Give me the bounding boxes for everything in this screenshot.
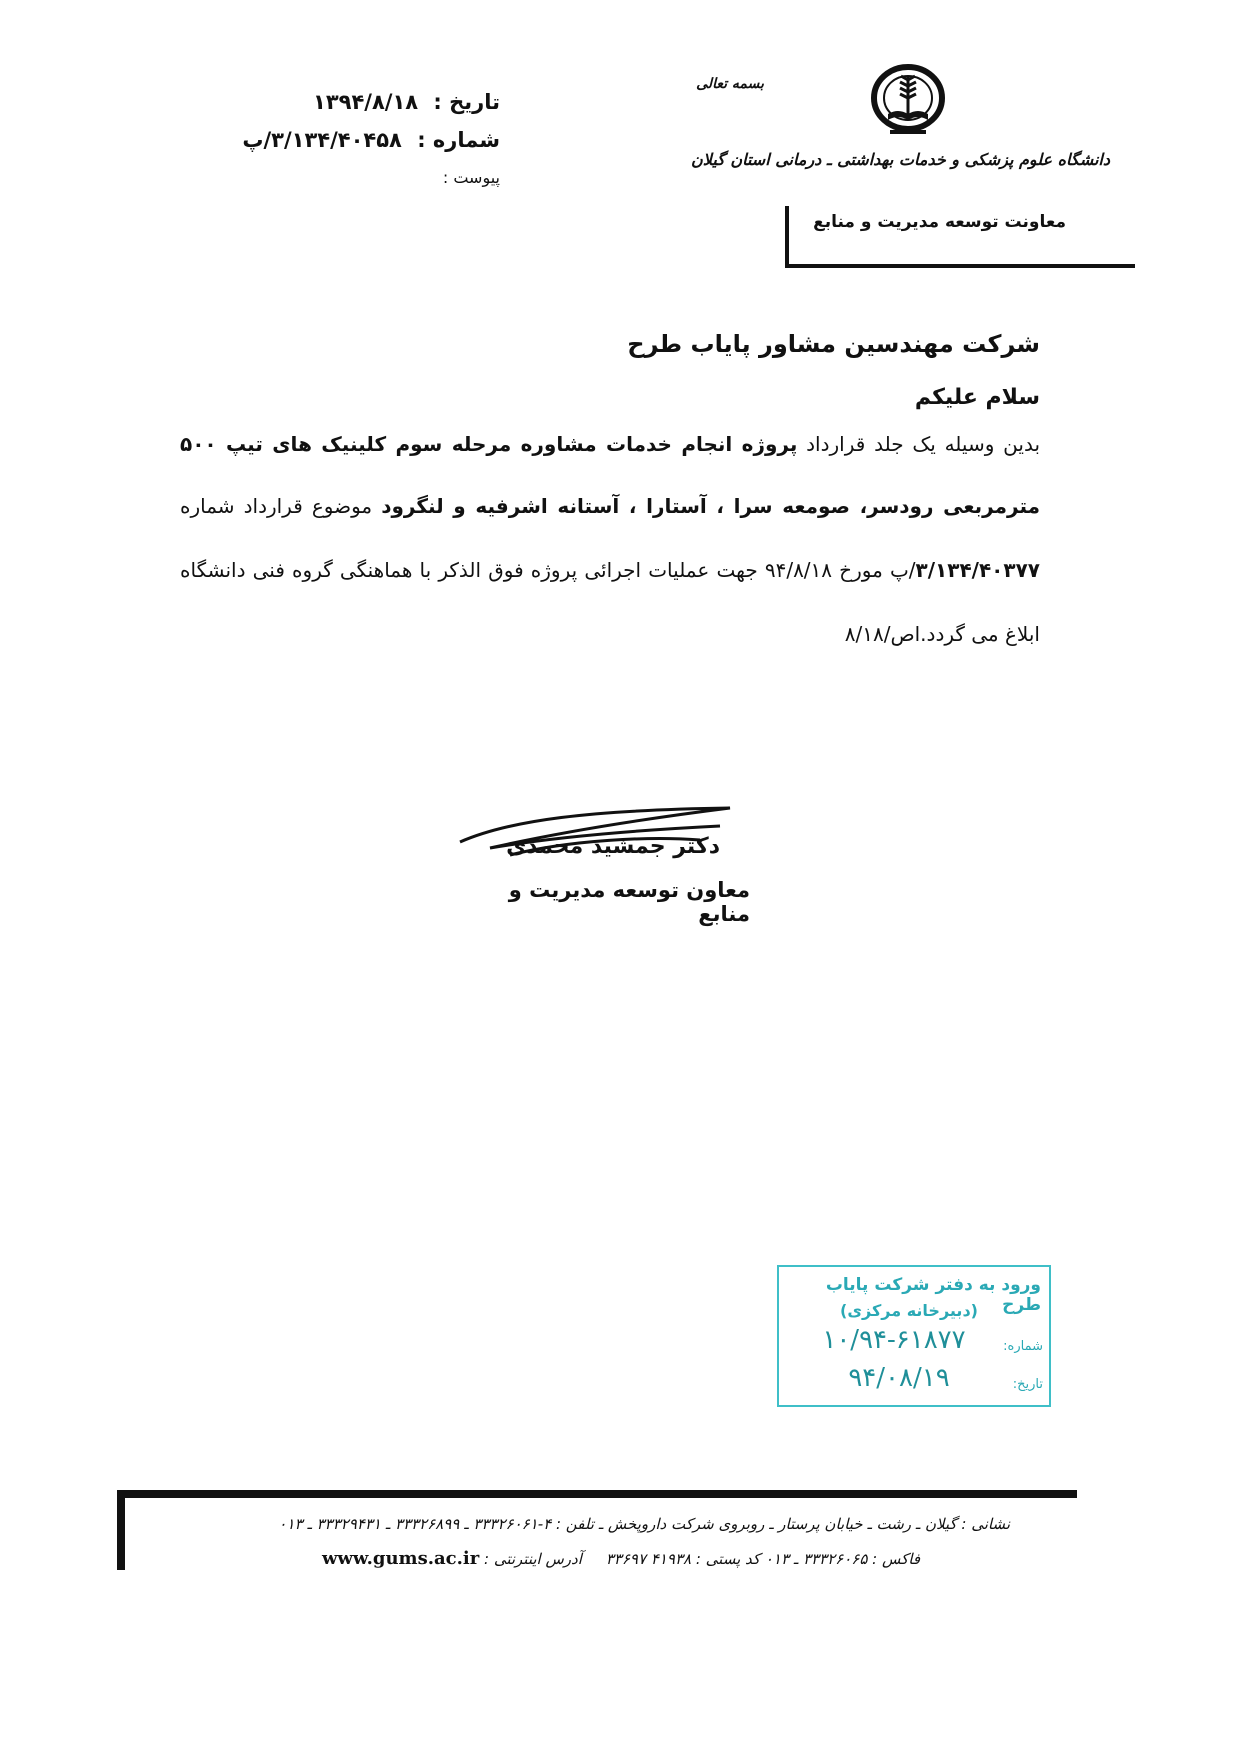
paragraph-line-1-b: پروژه انجام خدمات مشاوره مرحله سوم کلینیک های تیپ ۵۰۰ [180, 432, 798, 456]
paragraph-line-1-a: بدین وسیله یک جلد قرارداد [806, 432, 1041, 456]
footer-top-rule [117, 1490, 1077, 1498]
paragraph-line-3-b: /پ مورخ ۹۴/۸/۱۸ جهت عملیات اجرائی پروژه فوق الذکر با هماهنگی گروه فنی دانشگاه [180, 558, 916, 582]
paragraph-line-1 [180, 432, 1040, 456]
footer-left-rule [117, 1490, 125, 1570]
paragraph-line-2 [180, 494, 1040, 518]
footer-website-link[interactable]: www.gums.ac.ir [321, 1548, 480, 1569]
paragraph-line-2-b: موضوع قرارداد شماره [180, 494, 373, 518]
number-line [200, 128, 500, 152]
footer-fax-postal: فاکس : ۳۳۳۲۶۰۶۵ ـ ۰۱۳ کد پستی : ۴۱۹۳۸ ۳۳۶۹۷ [605, 1550, 920, 1568]
paragraph-line-3 [180, 558, 1040, 582]
signer-title: معاون توسعه مدیریت و منابع [508, 878, 750, 926]
footer-contact-line [190, 1548, 920, 1569]
wheat-book-emblem-icon [868, 62, 948, 142]
date-value: ۱۳۹۴/۸/۱۸ [313, 90, 419, 114]
paragraph-line-3-a: ۳/۱۳۴/۴۰۳۷۷ [915, 558, 1040, 582]
recipient: شرکت مهندسین مشاور پایاب طرح [627, 330, 1040, 358]
university-logo [868, 62, 948, 142]
university-name: دانشگاه علوم پزشکی و خدمات بهداشتی ـ درمانی استان گیلان [691, 150, 1110, 169]
department-name: معاونت توسعه مدیریت و منابع [813, 212, 1066, 232]
signer-name: دکتر جمشید محمدی [506, 834, 720, 859]
received-stamp [777, 1265, 1051, 1407]
stamp-date-label: تاریخ: [1012, 1377, 1043, 1392]
attachment-line [200, 168, 500, 187]
number-label: شماره : [417, 128, 500, 152]
paragraph-line-2-a: مترمربعی رودسر، صومعه سرا ، آستارا ، آستانه اشرفیه و لنگرود [381, 494, 1040, 518]
stamp-number-value: ۱۰/۹۴-۶۱۸۷۷ [822, 1325, 966, 1355]
paragraph-line-4-text: ابلاغ می گردد.اص/۸/۱۸ [844, 622, 1040, 646]
date-line [200, 90, 500, 114]
paragraph-line-4 [440, 622, 1040, 646]
date-label: تاریخ : [433, 90, 500, 114]
number-value: ۳/۱۳۴/۴۰۴۵۸/پ [242, 128, 402, 152]
stamp-subtitle: (دبیرخانه مرکزی) [840, 1301, 978, 1320]
greeting: سلام علیکم [914, 385, 1040, 410]
stamp-date-value: ۹۴/۰۸/۱۹ [848, 1363, 950, 1393]
logo-word: بسمه تعالی [696, 76, 764, 92]
footer-address: نشانی : گیلان ـ رشت ـ خیابان پرستار ـ روبروی شرکت داروپخش ـ تلفن : ۴-۳۳۳۲۶۰۶۱ ـ ۳۳۳۲۶۸۹۹ ـ ۳۳۳۲۹۴۳۱ ـ ۰۱۳ [278, 1515, 1010, 1533]
footer-web-label: آدرس اینترنتی : [484, 1550, 582, 1568]
attachment-label: پیوست : [442, 168, 500, 187]
stamp-title: ورود به دفتر شرکت پایاب طرح [825, 1275, 1041, 1315]
stamp-number-label: شماره: [1003, 1339, 1043, 1354]
